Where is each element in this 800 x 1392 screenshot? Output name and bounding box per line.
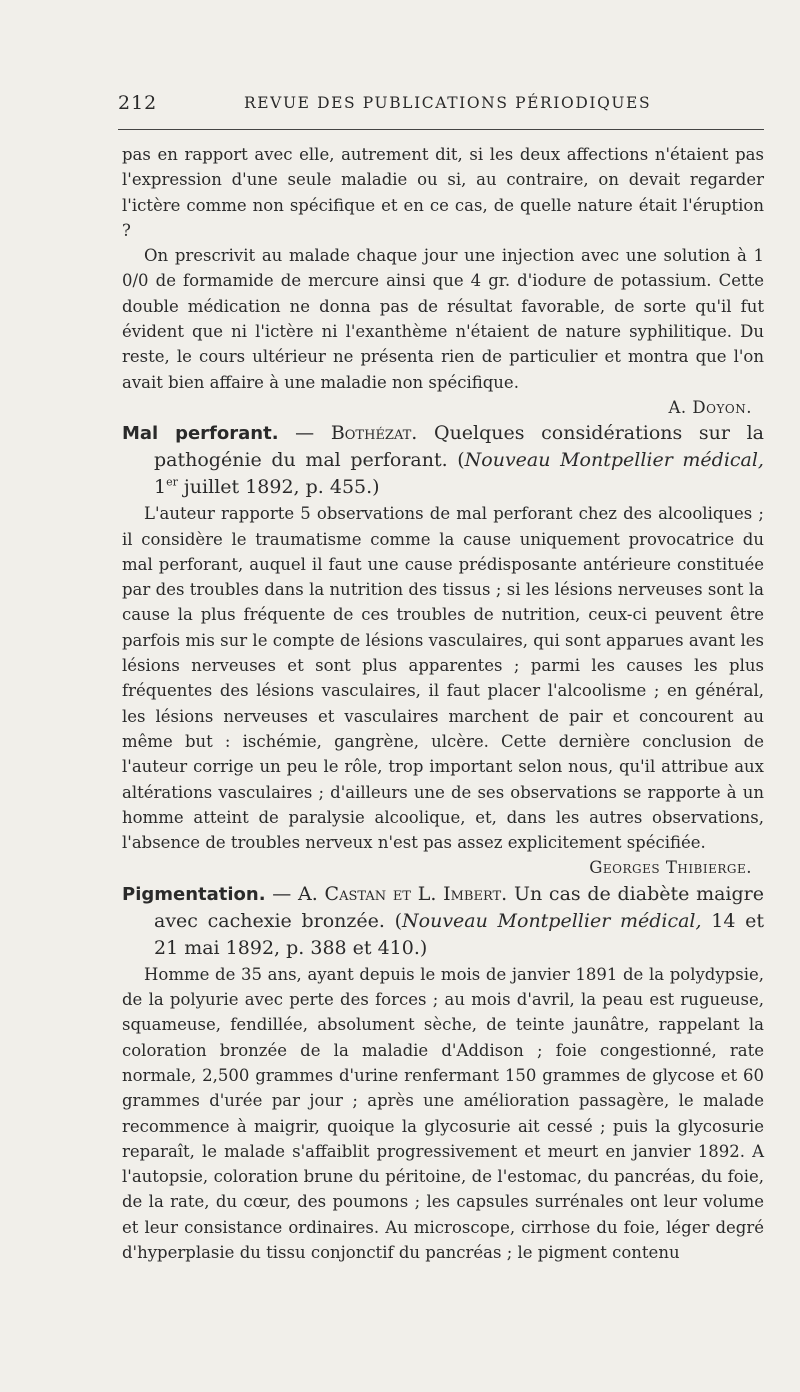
article-date: 14 et 21 mai 1892, p. 388 et 410.) bbox=[154, 909, 764, 959]
intro-signature: A. Doyon. bbox=[668, 397, 752, 417]
article-date-end: juillet 1892, p. 455.) bbox=[177, 476, 380, 499]
ordinal-suffix: er bbox=[166, 475, 178, 489]
article-title: Un cas de diabète maigre avec cachexie bronzée. ( bbox=[154, 882, 764, 932]
article-title: Quelques considérations sur la pathogénie du mal perforant. ( bbox=[154, 422, 764, 472]
intro-paragraph-2: On prescrivit au malade chaque jour une injection avec une solution à 1 0/0 de formamide de mercure ainsi que 4 gr. d'iodure de potassium. Cette double médication ne donna pas de résultat favorable, de sorte qu'il fut évident que ni l'ictère ni l'exanthème n'étaient de nature syphilitique. Du reste, le cours ultérieur ne présenta rien de particulier et montra que l'on avait bien affaire à une maladie non spécifique. bbox=[122, 246, 764, 392]
article-author: A. Castan et L. Imbert. bbox=[298, 882, 508, 905]
page-body bbox=[122, 142, 764, 1265]
section-body-pigmentation: Homme de 35 ans, ayant depuis le mois de janvier 1891 de la polydypsie, de la polyurie avec perte des forces ; au mois d'avril, la peau est rugueuse, squameuse, fendillée, absolument sèche, de teinte jaunâtre, rappelant la coloration bronzée de la maladie d'Addison ; foie congestionné, rate normale, 2,500 grammes d'urine renfermant 150 grammes de glycose et 60 grammes d'urée par jour ; après une amélioration passagère, le malade recommence à maigrir, quoique la glycosurie ait cessé ; puis la glycosurie reparaît, le malade s'affaiblit progressivement et meurt en janvier 1892. A l'autopsie, coloration brune du péritoine, de l'estomac, du pancréas, du foie, de la rate, du cœur, des poumons ; les capsules surrénales ont leur volume et leur consistance ordinaires. Au microscope, cirrhose du foie, léger degré d'hyperplasie du tissu conjonctif du pancréas ; le pigment contenu bbox=[122, 964, 764, 1262]
section-heading-mal-perforant bbox=[122, 420, 764, 501]
section-signature-1: Georges Thibierge. bbox=[589, 858, 752, 878]
article-date-start: 1 bbox=[154, 476, 167, 499]
journal-name: Nouveau Montpellier médical, bbox=[464, 449, 764, 472]
header-rule bbox=[118, 129, 764, 130]
heading-dash: — bbox=[278, 422, 331, 445]
article-author: Bothézat. bbox=[330, 422, 418, 445]
section-heading-pigmentation bbox=[122, 881, 764, 962]
section-label: Pigmentation. bbox=[122, 883, 266, 905]
page-number: 212 bbox=[118, 92, 158, 114]
intro-paragraph-1: pas en rapport avec elle, autrement dit, si les deux affections n'étaient pas l'expression d'une seule maladie ou si, au contraire, on devait regarder l'ictère comme non spécifique et en ce cas, de quelle nature était l'éruption ? bbox=[122, 145, 764, 240]
section-body-mal-perforant: L'auteur rapporte 5 observations de mal perforant chez des alcooliques ; il considère le traumatisme comme la cause uniquement provocatrice du mal perforant, auquel il faut une cause prédisposante antérieure constituée par des troubles dans la nutrition des tissus ; si les lésions nerveuses sont la cause la plus fréquente de ces troubles de nutrition, ceux-ci peuvent être parfois mis sur le compte de lésions vasculaires, qui sont apparues avant les lésions nerveuses et sont plus apparentes ; parmi les causes les plus fréquentes des lésions vasculaires, il faut placer l'alcoolisme ; en général, les lésions nerveuses et vasculaires marchent de pair et concourent au même but : ischémie, gangrène, ulcère. Cette dernière conclusion de l'auteur corrige un peu le rôle, trop important selon nous, qu'il attribue aux altérations vasculaires ; d'ailleurs une de ses observations se rapporte à un homme atteint de paralysie alcoolique, et, dans les autres observations, l'absence de troubles nerveux n'est pas assez explicitement spécifiée. bbox=[122, 504, 764, 853]
page-header bbox=[118, 92, 766, 122]
heading-dash: — bbox=[265, 882, 299, 905]
running-title: REVUE DES PUBLICATIONS PÉRIODIQUES bbox=[244, 94, 652, 112]
section-label: Mal perforant. bbox=[122, 423, 279, 445]
journal-name: Nouveau Montpellier médical, bbox=[402, 909, 702, 932]
